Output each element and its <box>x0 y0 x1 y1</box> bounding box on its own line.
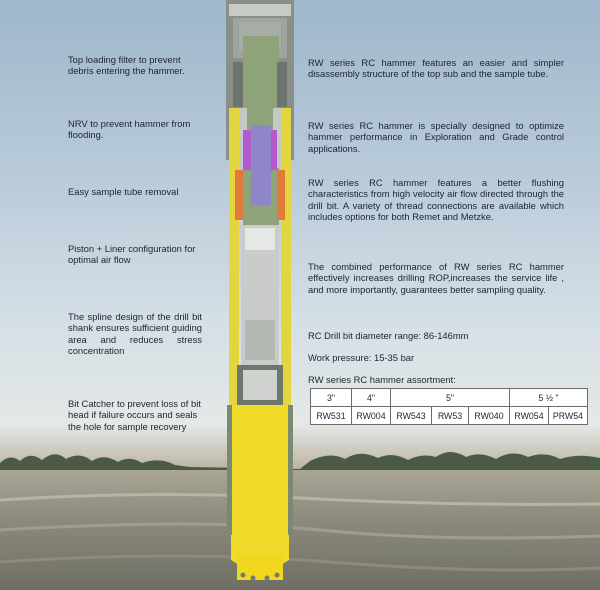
model-cell: RW531 <box>311 407 352 425</box>
note-performance: RW series RC hammer is specially designed to optimize hammer performance in Exploration and Grade control applications. <box>308 120 564 154</box>
note-disassembly: RW series RC hammer features an easier and simpler disassembly structure of the top sub and the sample tube. <box>308 57 564 80</box>
size-5-inch: 5" <box>391 389 510 407</box>
note-top-filter: Top loading filter to prevent debris entering the hammer. <box>68 54 185 77</box>
note-bit-catcher: Bit Catcher to prevent loss of bit head if failure occurs and seals the hole for sample recovery <box>68 398 201 432</box>
table-row <box>311 407 588 425</box>
spec-pressure: Work pressure: 15-35 bar <box>308 352 415 363</box>
hammer-cross-section <box>225 0 295 590</box>
note-piston-liner: Piston + Liner configuration for optimal air flow <box>68 243 196 266</box>
model-cell: RW004 <box>352 407 391 425</box>
note-nrv: NRV to prevent hammer from flooding. <box>68 118 191 141</box>
note-spline-design: The spline design of the drill bit shank ensures sufficient guiding area and reduces stress concentration <box>68 311 202 357</box>
table-row <box>311 389 588 407</box>
model-cell: RW040 <box>469 407 510 425</box>
spec-diameter: RC Drill bit diameter range: 86-146mm <box>308 330 469 341</box>
quarry-terraces <box>0 470 600 590</box>
assortment-title: RW series RC hammer assortment: <box>308 374 456 385</box>
model-cell: RW543 <box>391 407 432 425</box>
model-cell: RW53 <box>432 407 469 425</box>
note-combined-performance: The combined performance of RW series RC hammer effectively increases drilling ROP,increases the service life , and more importantly, guarantees better sampling quality. <box>308 261 564 295</box>
note-flushing: RW series RC hammer features a better flushing characteristics from high velocity air flow directed through the drill bit. A variety of thread connections are available which includes options for both Remet and Metzke. <box>308 177 564 223</box>
model-cell: RW054 <box>510 407 549 425</box>
assortment-table <box>310 388 588 425</box>
size-5-5-inch: 5 ½ " <box>510 389 588 407</box>
size-3-inch: 3" <box>311 389 352 407</box>
model-cell: PRW54 <box>549 407 588 425</box>
note-sample-tube: Easy sample tube removal <box>68 186 179 197</box>
size-4-inch: 4" <box>352 389 391 407</box>
